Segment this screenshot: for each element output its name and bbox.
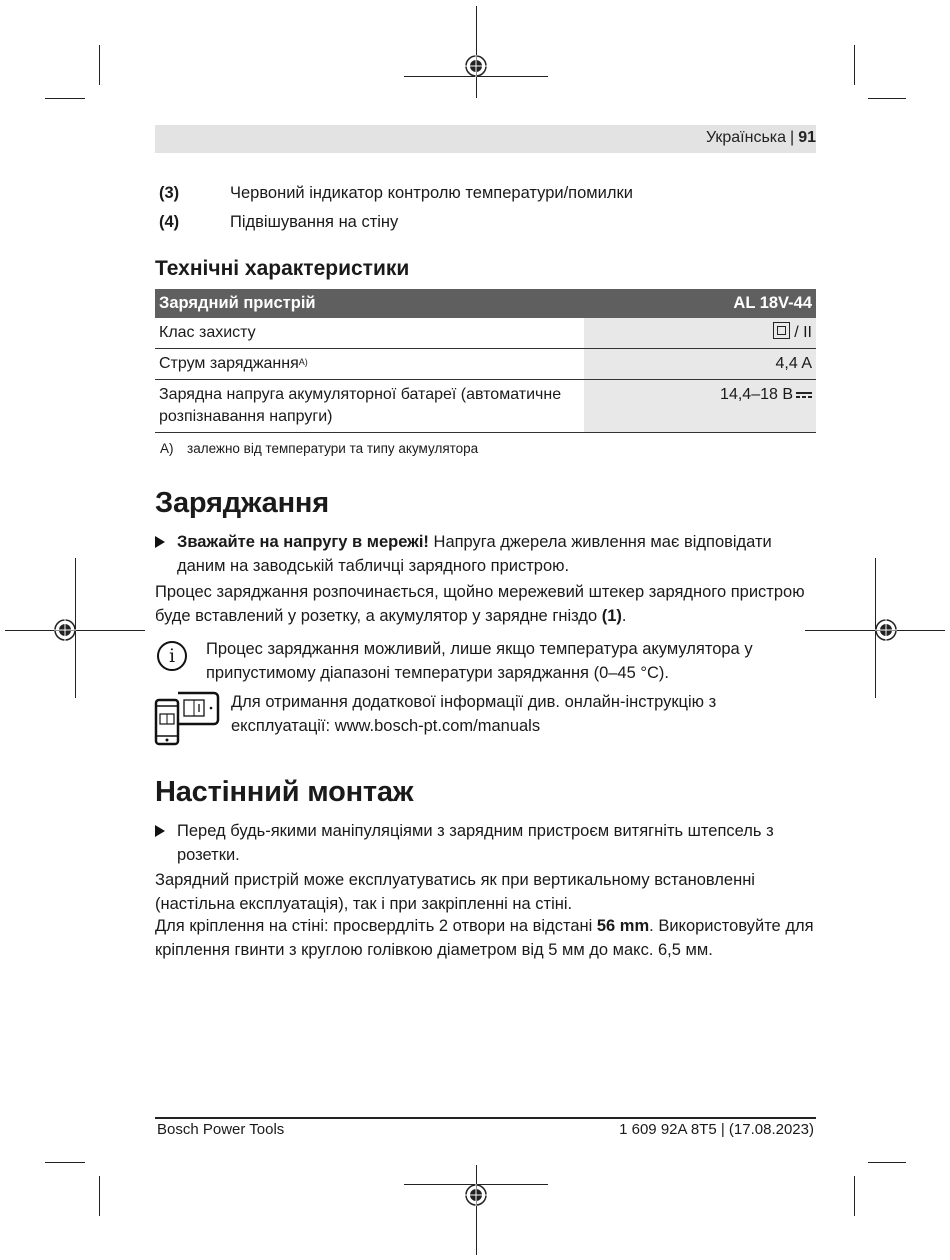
footer-doc-id: 1 609 92A 8T5 | (17.08.2023) [619,1121,814,1138]
protection-class-value: / II [794,324,812,341]
row-label: Зарядна напруга акумуляторної батареї (автоматичне розпізнавання напруги) [155,380,584,433]
item-number: (4) [159,213,180,231]
table-header-left: Зарядний пристрій [155,289,584,318]
row-value: 4,4 A [584,349,816,380]
header-separator: | [790,129,795,146]
page-header [706,129,816,147]
table-row [155,318,816,349]
voltage-value: 14,4–18 В [720,386,793,403]
table-row [155,349,816,380]
footer-brand: Bosch Power Tools [157,1121,285,1138]
item-label: Червоний індикатор контролю температури/помилки [230,184,633,202]
section-heading-specs: Технічні характеристики [155,257,410,280]
bullet-triangle-icon [155,536,165,548]
warning-bullet [155,530,819,578]
paragraph [155,914,819,962]
warning-bullet [155,819,819,867]
registration-mark-icon [875,619,897,641]
page-number: 91 [798,129,816,146]
section-heading-charging: Заряджання [155,487,329,519]
table-header-row [155,289,816,318]
row-label-text: Струм заряджання [159,355,299,372]
info-icon: i [157,641,187,671]
header-language: Українська [705,129,787,146]
paragraph-text: Для кріплення на стіні: просвердліть 2 отвори на відстані [155,917,597,935]
row-value [584,318,816,349]
footnote-ref: A) [298,357,308,367]
footnote-key: A) [160,441,174,456]
table-row [155,380,816,433]
bullet-bold: Зважайте на напругу в мережі! [177,533,429,551]
footnote-text: залежно від температури та типу акумулятора [187,441,479,456]
item-number: (3) [159,184,180,202]
online-manual-icon [154,690,220,746]
direct-current-icon [796,391,812,399]
bullet-text: Напруга джерела живлення має відповідати даним на заводській табличці зарядного пристрою. [177,533,772,575]
part-reference: (1) [601,607,622,625]
table-header-right: AL 18V-44 [584,289,816,318]
registration-mark-icon [54,619,76,641]
manual-note: Для отримання додаткової інформації див. онлайн-інструкцію з експлуатації: www.bosch-pt.com/manuals [231,693,717,735]
info-note: Процес заряджання можливий, лише якщо температура акумулятора у припустимому діапазоні температури заряджання (0–45 °C). [206,640,753,682]
distance-value: 56 mm [596,917,650,935]
spec-table [155,289,816,433]
row-label [155,349,584,380]
row-label: Клас захисту [155,318,584,349]
footer-rule [155,1117,816,1119]
row-value [584,380,816,433]
section-heading-wall-mount: Настінний монтаж [155,776,414,808]
item-label: Підвішування на стіну [230,213,399,231]
list-item [159,213,398,232]
double-insulation-icon [773,322,790,339]
paragraph-text: . Використовуйте для кріплення гвинти з круглою голівкою діаметром від 5 мм до макс. 6,5 мм. [155,917,814,959]
paragraph-text: Процес заряджання розпочинається, щойно мережевий штекер зарядного пристрою буде вставлений у розетку, а акумулятор у зарядне гніздо [155,583,805,625]
bullet-text: Перед будь-якими маніпуляціями з зарядним пристроєм витягніть штепсель з розетки. [177,822,774,864]
registration-mark-icon [465,1184,487,1206]
registration-mark-icon [465,55,487,77]
paragraph [155,580,819,628]
paragraph-end: . [621,607,627,625]
table-footnote [160,441,478,456]
bullet-triangle-icon [155,825,165,837]
list-item [159,184,633,203]
paragraph: Зарядний пристрій може експлуатуватись як при вертикальному встановленні (настільна експлуатація), так і при закріпленні на стіні. [155,871,755,913]
